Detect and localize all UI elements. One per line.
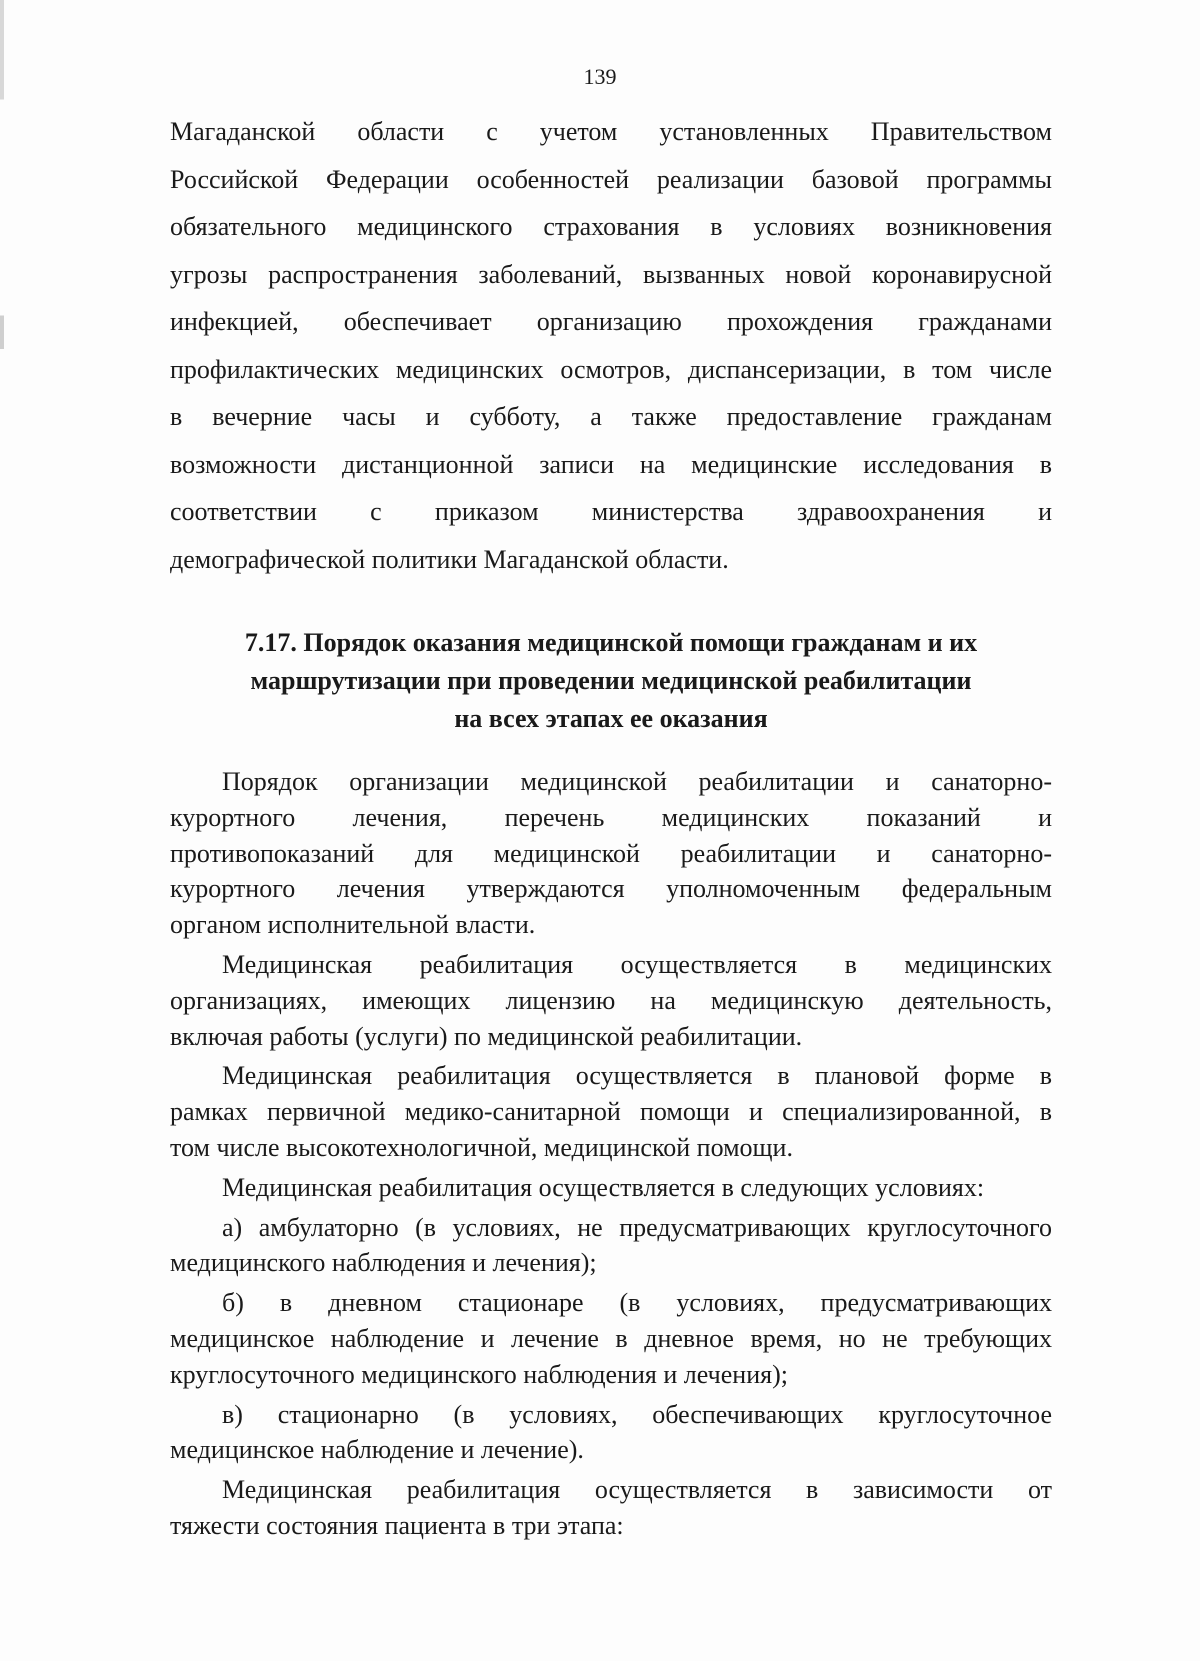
text-line: рамках первичной медико-санитарной помощи и специализированной, в	[170, 1097, 1052, 1127]
paragraph	[170, 1472, 1052, 1544]
text-line: Медицинская реабилитация осуществляется в зависимости от	[222, 1475, 1052, 1505]
text-line: Магаданской области с учетом установленных Правительством	[170, 117, 1052, 146]
text-line: возможности дистанционной записи на медицинские исследования в	[170, 449, 1052, 479]
text-line: б) в дневном стационаре (в условиях, предусматривающих	[222, 1288, 1052, 1318]
section-heading	[170, 624, 1052, 738]
text-line: противопоказаний для медицинской реабилитации и санаторно-	[170, 838, 1052, 868]
text-line: круглосуточного медицинского наблюдения и лечения);	[170, 1359, 788, 1389]
text-line: медицинское наблюдение и лечение в дневное время, но не требующих	[170, 1323, 1052, 1353]
text-line: организациях, имеющих лицензию на медицинскую деятельность,	[170, 985, 1052, 1015]
paragraph	[170, 1170, 1052, 1206]
text-line: курортного лечения утверждаются уполномоченным федеральным	[170, 874, 1052, 904]
text-line: тяжести состояния пациента в три этапа:	[170, 1510, 624, 1540]
text-line: соответствии с приказом министерства здравоохранения и	[170, 497, 1052, 526]
text-line: в) стационарно (в условиях, обеспечивающих круглосуточное	[222, 1399, 1052, 1429]
section-body	[170, 764, 1052, 1544]
scan-edge	[0, 0, 4, 1661]
text-line: том числе высокотехнологичной, медицинской помощи.	[170, 1132, 793, 1162]
text-line: медицинского наблюдения и лечения);	[170, 1248, 597, 1278]
paragraph	[170, 764, 1052, 943]
text-line: Медицинская реабилитация осуществляется в следующих условиях:	[222, 1172, 985, 1202]
text-line: органом исполнительной власти.	[170, 910, 536, 940]
text-line: демографической политики Магаданской области.	[170, 544, 729, 574]
heading-line: на всех этапах ее оказания	[454, 704, 768, 733]
text-line: а) амбулаторно (в условиях, не предусматривающих круглосуточного	[222, 1212, 1052, 1242]
paragraph	[170, 947, 1052, 1054]
text-line: медицинское наблюдение и лечение).	[170, 1435, 584, 1465]
paragraph-continuation	[170, 108, 1052, 583]
heading-line: 7.17. Порядок оказания медицинской помощи гражданам и их	[244, 628, 978, 657]
list-item	[170, 1210, 1052, 1282]
paragraph	[170, 1058, 1052, 1165]
list-item	[170, 1285, 1052, 1392]
text-line: курортного лечения, перечень медицинских показаний и	[170, 802, 1052, 832]
text-line: Порядок организации медицинской реабилитации и санаторно-	[222, 767, 1052, 796]
text-line: Российской Федерации особенностей реализации базовой программы	[170, 164, 1052, 194]
text-line: инфекцией, обеспечивает организацию прохождения гражданами	[170, 307, 1052, 336]
text-line: в вечерние часы и субботу, а также предоставление гражданам	[170, 402, 1052, 431]
heading-line: маршрутизации при проведении медицинской реабилитации	[250, 666, 972, 695]
text-line: профилактических медицинских осмотров, диспансеризации, в том числе	[170, 354, 1052, 384]
text-line: Медицинская реабилитация осуществляется в плановой форме в	[222, 1061, 1052, 1091]
page-number: 139	[583, 64, 617, 89]
text-line: угрозы распространения заболеваний, вызванных новой коронавирусной	[170, 259, 1052, 289]
list-item	[170, 1397, 1052, 1469]
text-line: Медицинская реабилитация осуществляется в медицинских	[222, 949, 1052, 979]
text-line: включая работы (услуги) по медицинской реабилитации.	[170, 1021, 803, 1051]
text-line: обязательного медицинского страхования в условиях возникновения	[170, 212, 1052, 241]
